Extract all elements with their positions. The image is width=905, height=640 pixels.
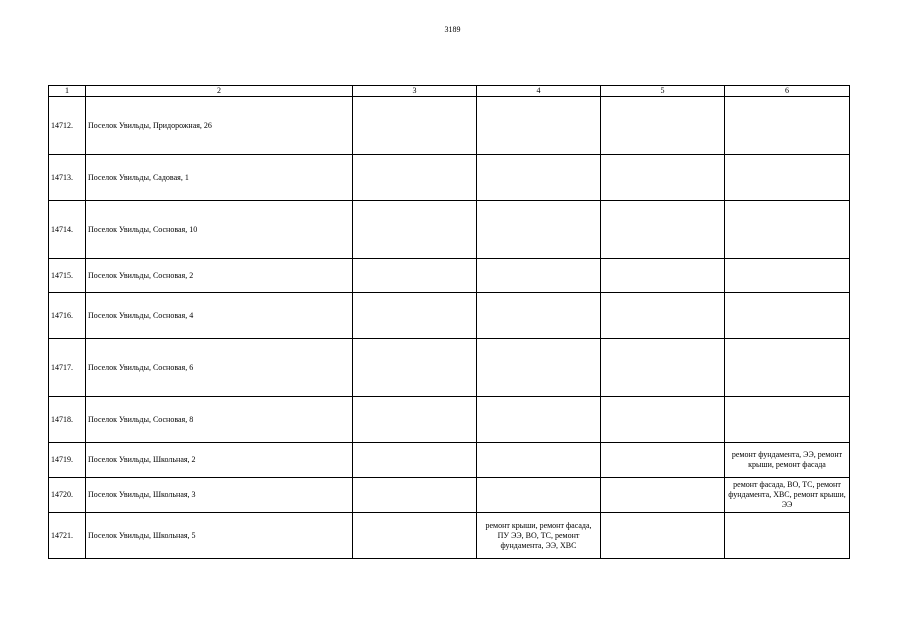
row-col5 <box>601 259 725 293</box>
row-number: 14718. <box>49 397 86 443</box>
column-header: 5 <box>601 86 725 97</box>
row-col3 <box>353 443 477 478</box>
row-col5 <box>601 443 725 478</box>
row-number: 14720. <box>49 478 86 513</box>
table-row <box>49 513 850 559</box>
row-col6 <box>725 339 850 397</box>
row-address: Поселок Увильды, Сосновая, 4 <box>86 293 353 339</box>
row-col6 <box>725 259 850 293</box>
row-col3 <box>353 201 477 259</box>
column-header: 4 <box>477 86 601 97</box>
row-col4 <box>477 259 601 293</box>
row-address: Поселок Увильды, Придорожная, 26 <box>86 97 353 155</box>
row-number: 14721. <box>49 513 86 559</box>
work-schedule-table <box>48 85 850 559</box>
row-number: 14714. <box>49 201 86 259</box>
row-address: Поселок Увильды, Школьная, 2 <box>86 443 353 478</box>
row-col6 <box>725 97 850 155</box>
row-col3 <box>353 97 477 155</box>
row-col4: ремонт крыши, ремонт фасада, ПУ ЭЭ, ВО, ТС, ремонт фундамента, ЭЭ, ХВС <box>477 513 601 559</box>
row-col6: ремонт фасада, ВО, ТС, ремонт фундамента, ХВС, ремонт крыши, ЭЭ <box>725 478 850 513</box>
row-address: Поселок Увильды, Школьная, 5 <box>86 513 353 559</box>
row-col4 <box>477 201 601 259</box>
row-col6 <box>725 201 850 259</box>
table-row <box>49 443 850 478</box>
column-header: 6 <box>725 86 850 97</box>
row-col6 <box>725 513 850 559</box>
row-address: Поселок Увильды, Сосновая, 8 <box>86 397 353 443</box>
row-col5 <box>601 339 725 397</box>
row-address: Поселок Увильды, Сосновая, 6 <box>86 339 353 397</box>
table-header-row <box>49 86 850 97</box>
column-header: 2 <box>86 86 353 97</box>
row-col5 <box>601 478 725 513</box>
table-row <box>49 339 850 397</box>
row-address: Поселок Увильды, Школьная, 3 <box>86 478 353 513</box>
row-address: Поселок Увильды, Сосновая, 10 <box>86 201 353 259</box>
row-col6 <box>725 155 850 201</box>
row-number: 14716. <box>49 293 86 339</box>
row-number: 14717. <box>49 339 86 397</box>
table-row <box>49 155 850 201</box>
row-col5 <box>601 155 725 201</box>
column-header: 3 <box>353 86 477 97</box>
row-col5 <box>601 293 725 339</box>
table-row <box>49 478 850 513</box>
row-number: 14712. <box>49 97 86 155</box>
row-col3 <box>353 513 477 559</box>
table-row <box>49 97 850 155</box>
row-col5 <box>601 513 725 559</box>
row-col4 <box>477 97 601 155</box>
row-col4 <box>477 339 601 397</box>
row-col3 <box>353 339 477 397</box>
table-row <box>49 201 850 259</box>
row-col3 <box>353 293 477 339</box>
page-number: 3189 <box>444 25 461 34</box>
row-number: 14713. <box>49 155 86 201</box>
row-address: Поселок Увильды, Садовая, 1 <box>86 155 353 201</box>
row-col4 <box>477 478 601 513</box>
column-header: 1 <box>49 86 86 97</box>
row-col6 <box>725 397 850 443</box>
row-col6: ремонт фундамента, ЭЭ, ремонт крыши, ремонт фасада <box>725 443 850 478</box>
row-col4 <box>477 155 601 201</box>
row-col3 <box>353 478 477 513</box>
row-col5 <box>601 397 725 443</box>
row-col3 <box>353 397 477 443</box>
row-col5 <box>601 201 725 259</box>
row-number: 14715. <box>49 259 86 293</box>
row-col4 <box>477 443 601 478</box>
table-row <box>49 259 850 293</box>
table-row <box>49 293 850 339</box>
row-col4 <box>477 397 601 443</box>
row-col4 <box>477 293 601 339</box>
row-number: 14719. <box>49 443 86 478</box>
table-row <box>49 397 850 443</box>
row-col3 <box>353 259 477 293</box>
row-col6 <box>725 293 850 339</box>
row-address: Поселок Увильды, Сосновая, 2 <box>86 259 353 293</box>
row-col5 <box>601 97 725 155</box>
row-col3 <box>353 155 477 201</box>
